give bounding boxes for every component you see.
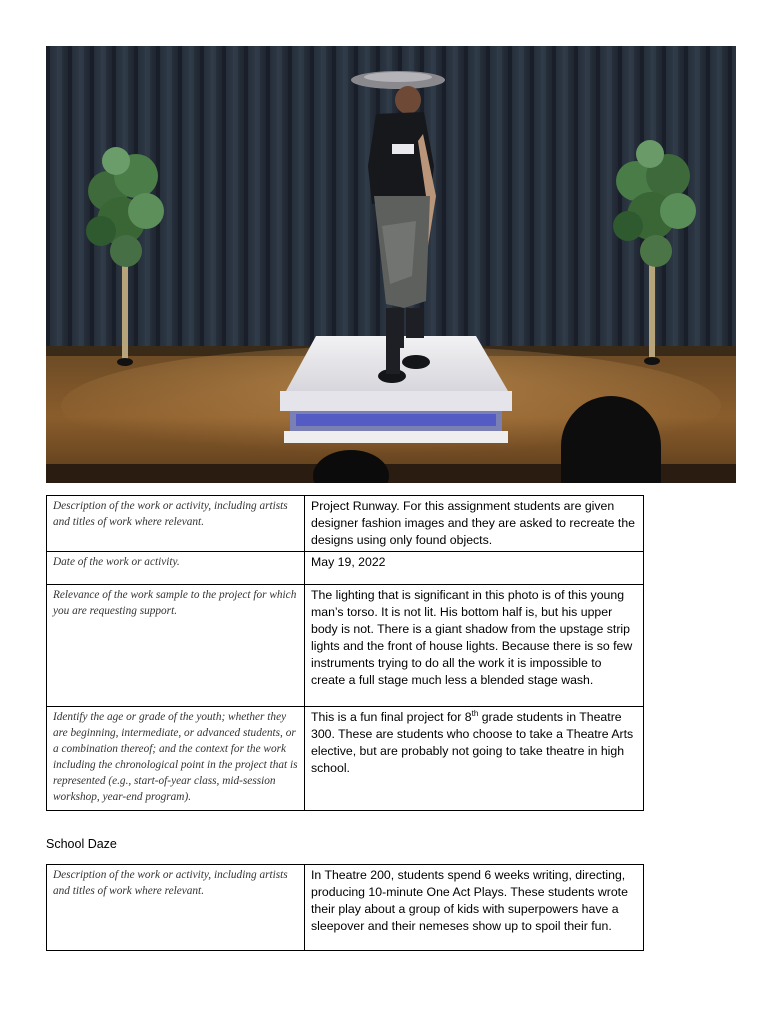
table-row: [47, 865, 644, 951]
relevance-label: Relevance of the work sample to the project for which you are requesting support.: [47, 585, 305, 707]
age-grade-label: Identify the age or grade of the youth; whether they are beginning, intermediate, or advanced students, or a combination thereof; and the context for the work including the chronological point in the project that is represented (e.g., start-of-year class, mid-session workshop, year-end program).: [47, 707, 305, 811]
description-label: Description of the work or activity, including artists and titles of work where relevant.: [47, 865, 305, 951]
table-row: [47, 552, 644, 585]
stage-photo: [46, 46, 736, 483]
date-label: Date of the work or activity.: [47, 552, 305, 585]
age-grade-value: This is a fun final project for 8th grade students in Theatre 300. These are students who choose to take a Theatre Arts elective, but are probably not going to take theatre in high school.: [305, 707, 644, 811]
work-sample-table-2: [46, 864, 644, 951]
date-value: May 19, 2022: [305, 552, 644, 585]
work-sample-table-1: [46, 495, 644, 811]
relevance-value: The lighting that is significant in this photo is of this young man’s torso. It is not lit. His bottom half is, but his upper body is not. There is a giant shadow from the upstage strip lights and the front of house lights. Because there is so few instruments trying to do all the work it is impossible to create a full stage much less a blended stage wash.: [305, 585, 644, 707]
description-label: Description of the work or activity, including artists and titles of work where relevant.: [47, 496, 305, 552]
description-value: In Theatre 200, students spend 6 weeks writing, directing, producing 10-minute One Act Plays. These students wrote their play about a group of kids with superpowers have a sleepover and their nemeses show up to spoil their fun.: [305, 865, 644, 951]
table-row: [47, 496, 644, 552]
description-value: Project Runway. For this assignment students are given designer fashion images and they are asked to recreate the designs using only found objects.: [305, 496, 644, 552]
table-row: [47, 585, 644, 707]
table-row: [47, 707, 644, 811]
section-title: School Daze: [46, 837, 117, 851]
